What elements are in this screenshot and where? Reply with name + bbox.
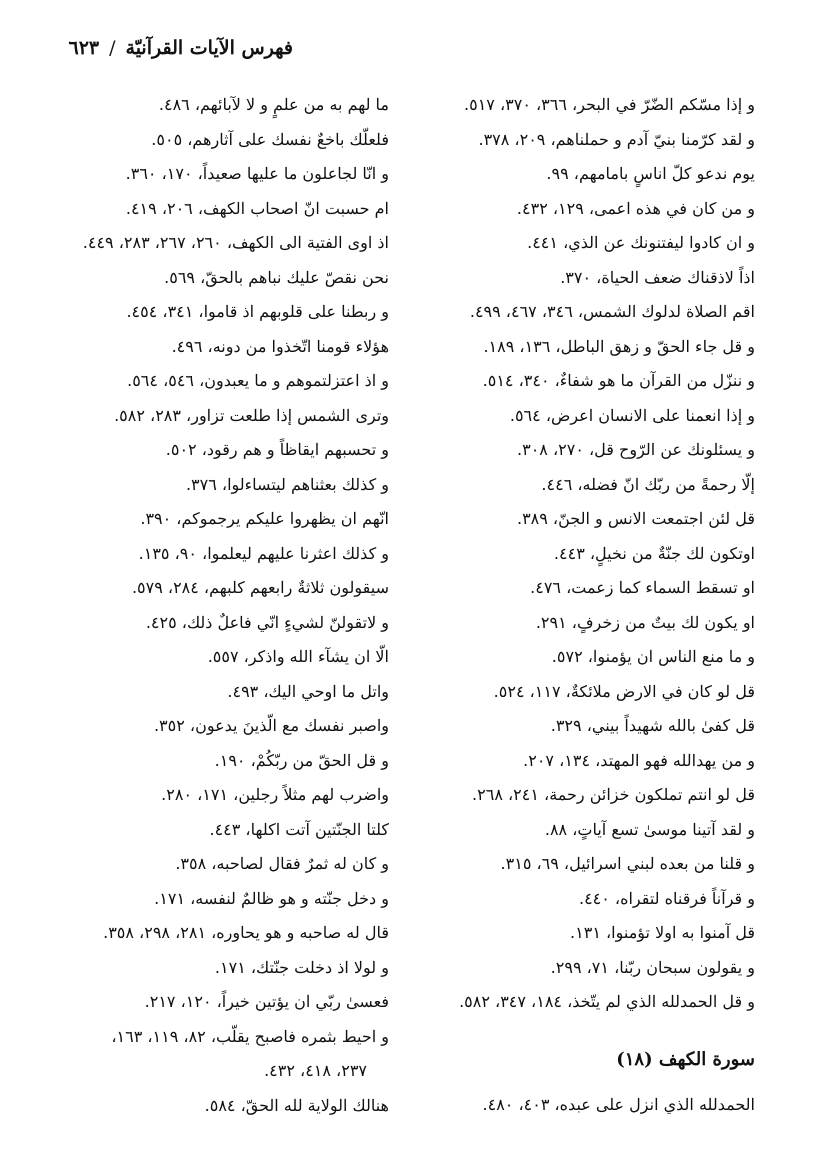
verse-entry: و تحسبهم ايقاظاً و هم رقود، ٥٠٢.	[165, 440, 389, 459]
verse-entry: و كذلك اعثرنا عليهم ليعلموا، ٩٠، ١٣٥.	[138, 543, 389, 563]
verse-entry: و اذ اعتزلتموهم و ما يعبدون، ٥٤٦، ٥٦٤.	[127, 371, 389, 390]
right-column	[425, 88, 755, 1122]
verse-entry: انّهم ان يظهروا عليكم يرجموكم، ٣٩٠.	[140, 509, 389, 528]
verse-entry: و ان كادوا ليفتنونك عن الذي، ٤٤١.	[527, 233, 755, 252]
verse-entry: اذاً لاذقناك ضعف الحياة، ٣٧٠.	[560, 267, 755, 287]
verse-entry: واضرب لهم مثلاً رجلين، ١٧١، ٢٨٠.	[161, 785, 389, 804]
page-number: ٦٢٣	[68, 37, 100, 59]
verse-entry: الحمدلله الذي انزل على عبده، ٤٠٣، ٤٨٠.	[482, 1094, 755, 1114]
verse-entry: قل كفىٰ بالله شهيداً بيني، ٣٢٩.	[550, 716, 755, 735]
verse-entry: و قل جاء الحقّ و زهق الباطل، ١٣٦، ١٨٩.	[483, 336, 755, 356]
verse-entry: و قل الحقّ من ربّكُمْ، ١٩٠.	[214, 750, 389, 770]
verse-entry: و يقولون سبحان ربّنا، ٧١، ٢٩٩.	[550, 957, 755, 977]
verse-entry: و قرآناً فرقناه لتقراه، ٤٤٠.	[578, 888, 755, 908]
verse-entry: فعسىٰ ربّي ان يؤتين خيراً، ١٢٠، ٢١٧.	[144, 992, 389, 1011]
verse-entry: إلّا رحمةً من ربّك انّ فضله، ٤٤٦.	[541, 474, 755, 494]
verse-entry: و كان له ثمرٌ فقال لصاحبه، ٣٥٨.	[175, 854, 389, 873]
verse-entry: هنالك الولاية لله الحقّ، ٥٨٤.	[204, 1095, 389, 1115]
verse-entry: و انّا لجاعلون ما عليها صعيداً، ١٧٠، ٣٦٠.	[125, 164, 389, 183]
verse-entry: او تسقط السماء كما زعمت، ٤٧٦.	[530, 578, 755, 597]
verse-entry: ام حسبت انّ اصحاب الكهف، ٢٠٦، ٤١٩.	[125, 198, 389, 218]
page-title: فهرس الآيات القرآنيّة	[125, 37, 293, 59]
left-column	[24, 88, 389, 1123]
verse-entry: هؤلاء قومنا اتّخذوا من دونه، ٤٩٦.	[171, 336, 389, 356]
verse-entry-continuation: ٢٣٧، ٤١٨، ٤٣٢.	[264, 1061, 367, 1080]
verse-entry: و كذلك بعثناهم ليتساءلوا، ٣٧٦.	[185, 474, 389, 494]
verse-entry: و ننزّل من القرآن ما هو شفاءٌ، ٣٤٠، ٥١٤.	[482, 371, 755, 390]
verse-entry: و ما منع الناس ان يؤمنوا، ٥٧٢.	[551, 647, 755, 666]
verse-entry: يوم ندعو كلّ اناسٍ بامامهم، ٩٩.	[546, 164, 755, 183]
verse-entry: و دخل جنّته و هو ظالمٌ لنفسه، ١٧١.	[154, 888, 389, 908]
verse-entry: و يسئلونك عن الرّوح قل، ٢٧٠، ٣٠٨.	[517, 440, 755, 459]
verse-entry: و قل الحمدلله الذي لم يتّخذ، ١٨٤، ٣٤٧، ٥٨٢.	[459, 992, 755, 1011]
verse-entry: و إذا مسّكم الضّرّ في البحر، ٣٦٦، ٣٧٠، ٥١٧.	[464, 95, 755, 114]
verse-entry: اقم الصلاة لدلوك الشمس، ٣٤٦، ٤٦٧، ٤٩٩.	[469, 302, 755, 321]
header-separator: /	[109, 37, 116, 59]
verse-entry: اذ اوى الفتية الى الكهف، ٢٦٠، ٢٦٧، ٢٨٣، ٤٤٩.	[82, 233, 389, 252]
verse-entry: و لقد آتينا موسىٰ تسع آياتٍ، ٨٨.	[544, 819, 755, 839]
verse-entry-wrapped	[24, 1020, 389, 1089]
verse-entry: و من كان في هذه اعمى، ١٢٩، ٤٣٢.	[516, 198, 755, 218]
verse-entry: و لقد كرّمنا بنيّ آدم و حملناهم، ٢٠٩، ٣٧٨.	[478, 129, 755, 149]
verse-entry: ما لهم به من علمٍ و لا لآبائهم، ٤٨٦.	[158, 95, 389, 114]
verse-entry: واصبر نفسك مع الّذينَ يدعون، ٣٥٢.	[153, 716, 389, 735]
verse-entry: فلعلّك باخعٌ نفسك على آثارهم، ٥٠٥.	[151, 129, 389, 149]
verse-entry: قل لو انتم تملكون خزائن رحمة، ٢٤١، ٢٦٨.	[472, 785, 755, 804]
verse-entry: وترى الشمس إذا طلعت تزاور، ٢٨٣، ٥٨٢.	[114, 405, 389, 425]
verse-entry: قل لئن اجتمعت الانس و الجنّ، ٣٨٩.	[516, 509, 755, 528]
verse-entry: واتل ما اوحي اليك، ٤٩٣.	[227, 681, 389, 701]
verse-entry: و إذا انعمنا على الانسان اعرض، ٥٦٤.	[509, 405, 755, 425]
verse-entry: سيقولون ثلاثةٌ رابعهم كلبهم، ٢٨٤، ٥٧٩.	[131, 578, 389, 597]
verse-entry: قل لو كان في الارض ملائكةٌ، ١١٧، ٥٢٤.	[493, 681, 755, 701]
verse-entry: و لولا اذ دخلت جنّتك، ١٧١.	[214, 957, 389, 977]
verse-entry: و ربطنا على قلوبهم اذ قاموا، ٣٤١، ٤٥٤.	[126, 302, 389, 321]
verse-entry: قال له صاحبه و هو يحاوره، ٢٨١، ٢٩٨، ٣٥٨.	[103, 923, 389, 942]
verse-entry: الّا ان يشآء الله واذكر، ٥٥٧.	[207, 647, 389, 666]
verse-entry: و لاتقولنّ لشيءٍ انّي فاعلٌ ذلك، ٤٢٥.	[145, 612, 389, 632]
verse-entry: و من يهدالله فهو المهتد، ١٣٤، ٢٠٧.	[523, 750, 755, 770]
surah-heading: سورة الكهف (١٨)	[616, 1048, 755, 1070]
page-header	[63, 28, 293, 68]
verse-entry: و قلنا من بعده لبني اسرائيل، ٦٩، ٣١٥.	[500, 854, 755, 873]
verse-entry: او يكون لك بيتٌ من زخرفٍ، ٢٩١.	[535, 612, 755, 632]
verse-entry: نحن نقصّ عليك نباهم بالحقّ، ٥٦٩.	[164, 267, 389, 287]
verse-entry: كلتا الجنّتين آتت اكلها، ٤٤٣.	[209, 819, 389, 839]
verse-entry: قل آمنوا به اولا تؤمنوا، ١٣١.	[570, 923, 755, 942]
verse-entry: اوتكون لك جنّةٌ من نخيلٍ، ٤٤٣.	[553, 543, 755, 563]
verse-entry-first-line: و احيط بثمره فاصبح يقلّب، ٨٢، ١١٩، ١٦٣،	[111, 1026, 389, 1046]
